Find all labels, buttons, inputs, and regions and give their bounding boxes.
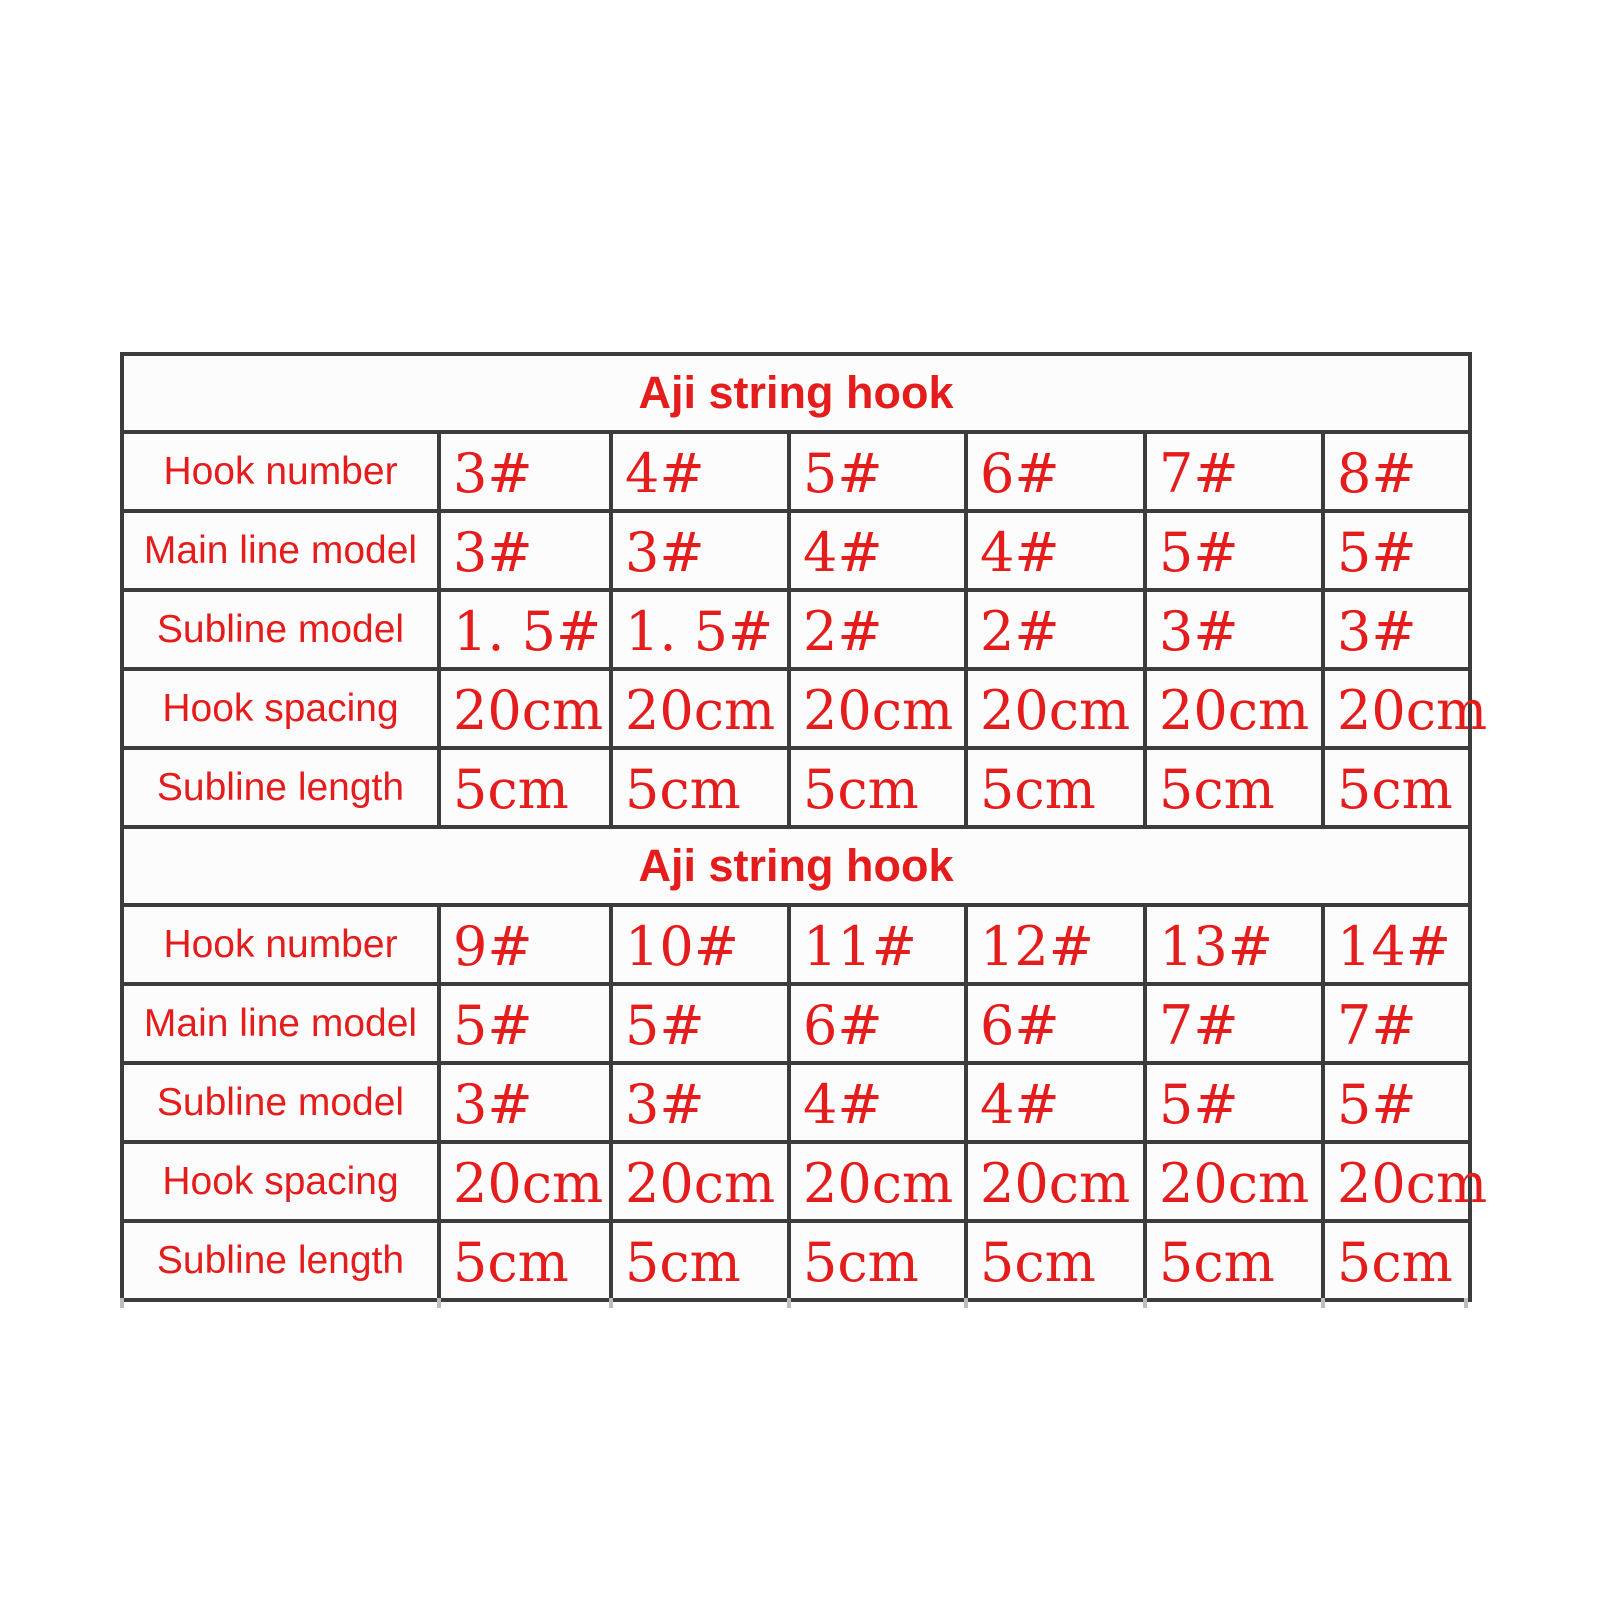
table-cell: 5cm [1325,750,1472,829]
table-cell: 2# [791,592,968,671]
table-cell: 7# [1147,434,1325,513]
table-cell: 5# [1325,1065,1472,1144]
gridline-stub [1143,1298,1147,1308]
table-cell: 3# [1147,592,1325,671]
table-cell: 5cm [968,1223,1147,1302]
table-cell: 8# [1325,434,1472,513]
table-cell: 5# [1147,513,1325,592]
table-cell: 3# [1325,592,1472,671]
row-label-main-line-model: Main line model [124,513,441,592]
table-cell: 14# [1325,907,1472,986]
table-cell: 7# [1325,986,1472,1065]
gridline-stub [1464,1298,1468,1308]
table-cell: 20cm [1325,1144,1472,1223]
table-cell: 12# [968,907,1147,986]
table-cell: 5# [1147,1065,1325,1144]
table-cell: 5# [791,434,968,513]
table-cell: 6# [968,434,1147,513]
table-cell: 3# [613,513,791,592]
table-cell: 20cm [613,671,791,750]
table-cell: 5cm [791,1223,968,1302]
row-label-subline-length: Subline length [124,1223,441,1302]
table-cell: 5cm [1147,1223,1325,1302]
row-label-hook-spacing: Hook spacing [124,671,441,750]
table-cell: 5cm [613,1223,791,1302]
table-cell: 4# [791,1065,968,1144]
table-cell: 13# [1147,907,1325,986]
table-cell: 5# [1325,513,1472,592]
table-cell: 20cm [791,1144,968,1223]
table-cell: 1. 5# [613,592,791,671]
row-label-hook-spacing: Hook spacing [124,1144,441,1223]
table-cell: 20cm [1325,671,1472,750]
row-label-hook-number: Hook number [124,434,441,513]
gridline-stub [787,1298,791,1308]
table-cell: 2# [968,592,1147,671]
spec-table-upper [120,352,1488,829]
row-label-main-line-model: Main line model [124,986,441,1065]
table-cell: 20cm [1147,671,1325,750]
table-cell: 20cm [441,1144,613,1223]
table-cell: 5cm [791,750,968,829]
table-cell: 1. 5# [441,592,613,671]
row-label-subline-model: Subline model [124,592,441,671]
row-label-subline-length: Subline length [124,750,441,829]
table-cell: 4# [968,1065,1147,1144]
table-cell: 20cm [968,671,1147,750]
table-cell: 10# [613,907,791,986]
table-cell: 4# [613,434,791,513]
table-cell: 5# [613,986,791,1065]
table-cell: 9# [441,907,613,986]
table-cell: 4# [968,513,1147,592]
row-label-hook-number: Hook number [124,907,441,986]
gridline-stub [437,1298,441,1308]
table-cell: 11# [791,907,968,986]
table-cell: 3# [441,513,613,592]
gridline-stub [964,1298,968,1308]
table-cell: 5cm [968,750,1147,829]
table-cell: 3# [441,1065,613,1144]
table-cell: 3# [441,434,613,513]
table-cell: 5cm [1325,1223,1472,1302]
table-title: Aji string hook [124,356,1472,434]
spec-table-lower [120,825,1488,1302]
row-label-subline-model: Subline model [124,1065,441,1144]
table-cell: 6# [968,986,1147,1065]
gridline-stub [120,1298,124,1308]
table-cell: 20cm [613,1144,791,1223]
table-cell: 20cm [1147,1144,1325,1223]
gridline-stub [1321,1298,1325,1308]
gridline-stub [609,1298,613,1308]
table-cell: 5cm [441,1223,613,1302]
table-cell: 7# [1147,986,1325,1065]
table-cell: 5cm [441,750,613,829]
table-cell: 5cm [1147,750,1325,829]
table-cell: 6# [791,986,968,1065]
table-cell: 3# [613,1065,791,1144]
table-cell: 20cm [441,671,613,750]
table-cell: 20cm [968,1144,1147,1223]
table-title: Aji string hook [124,829,1472,907]
table-cell: 20cm [791,671,968,750]
table-cell: 5# [441,986,613,1065]
table-cell: 5cm [613,750,791,829]
table-cell: 4# [791,513,968,592]
